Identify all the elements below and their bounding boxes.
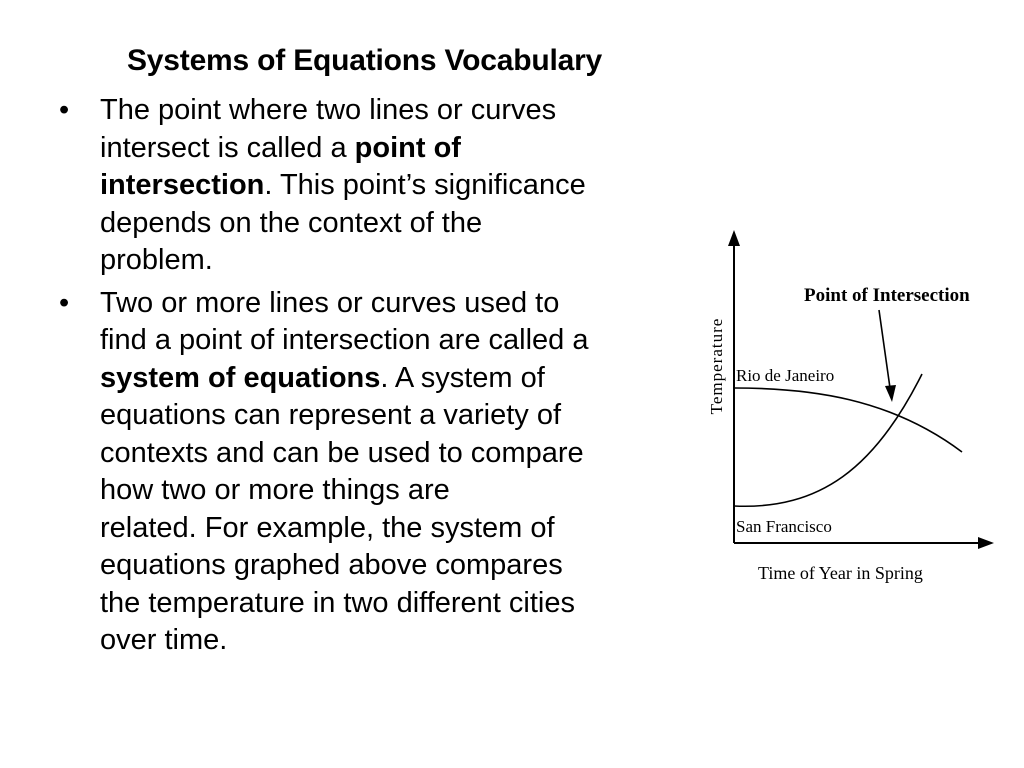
slide-title: Systems of Equations Vocabulary (127, 44, 603, 77)
annotation-arrow-line (879, 310, 890, 388)
bullet-line (100, 397, 705, 435)
bullet-line (100, 322, 705, 360)
bold-term: point of (354, 131, 461, 164)
bullet-dot-icon: • (59, 94, 70, 126)
text-segment: intersect is called a (100, 131, 355, 164)
text-segment: contexts and can be used to compare (100, 436, 584, 469)
text-segment: over time. (100, 624, 228, 656)
text-segment: related. For example, the system of (100, 511, 555, 544)
rio-curve (734, 388, 962, 452)
bullet-line (100, 585, 705, 623)
x-axis-label: Time of Year in Spring (758, 563, 923, 583)
bullet-list (55, 92, 705, 665)
bullet-dot-icon: • (59, 286, 70, 319)
bullet-item (55, 285, 705, 660)
bullet-line (100, 622, 705, 660)
text-segment: . A system of (380, 361, 545, 394)
bullet-line (100, 510, 705, 548)
bullet-line (100, 435, 705, 473)
text-segment: The point where two lines or curves (100, 94, 557, 126)
bullet-line (100, 472, 705, 510)
bold-term: intersection (100, 169, 265, 201)
sf-curve-label: San Francisco (736, 517, 832, 536)
bullet-item (55, 92, 705, 280)
text-segment: depends on the context of the (100, 206, 483, 239)
text-segment: Two or more lines or curves used to (100, 286, 560, 319)
text-segment: how two or more things are (100, 474, 450, 506)
intersection-graph (700, 218, 1010, 598)
intersection-annotation: Point of Intersection (804, 285, 970, 306)
bullet-line (100, 205, 705, 243)
graph-svg (700, 218, 1010, 598)
bullet-line (100, 547, 705, 585)
x-axis-arrow-icon (978, 537, 994, 549)
bullet-line (100, 92, 705, 130)
text-segment: problem. (100, 244, 213, 276)
bullet-line (100, 285, 705, 323)
text-segment: the temperature in two different cities (100, 586, 575, 619)
y-axis-label: Temperature (707, 317, 726, 415)
text-segment: . This point’s significance (264, 169, 586, 201)
bullet-line (100, 242, 705, 280)
rio-curve-label: Rio de Janeiro (736, 366, 835, 385)
bullet-line (100, 360, 705, 398)
y-axis-arrow-icon (728, 230, 740, 246)
text-segment: equations graphed above compares (100, 549, 563, 581)
annotation-arrow-head-icon (885, 385, 896, 402)
text-segment: equations can represent a variety of (100, 399, 562, 431)
bullet-line (100, 167, 705, 205)
text-segment: find a point of intersection are called a (100, 324, 589, 356)
bold-term: system of equations (100, 361, 381, 394)
bullet-line (100, 130, 705, 168)
